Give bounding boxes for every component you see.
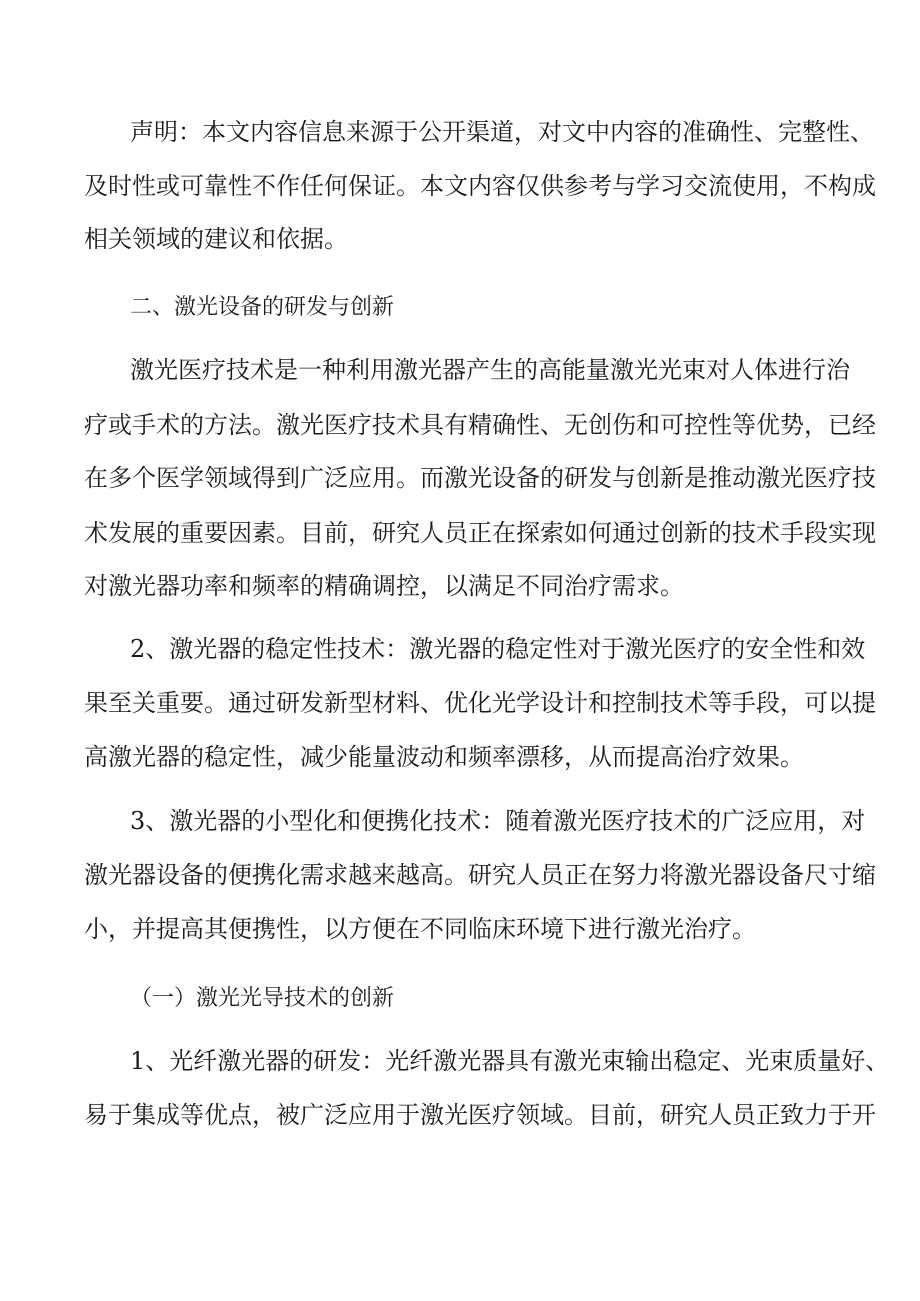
intro-line-2: 疗或手术的方法。激光医疗技术具有精确性、无创伤和可控性等优势，已经 — [84, 411, 876, 439]
item3-line-2: 激光器设备的便携化需求越来越高。研究人员正在努力将激光器设备尺寸缩 — [84, 861, 876, 889]
item1-line-1: 1、光纤激光器的研发：光纤激光器具有激光束输出稳定、光束质量好、 — [130, 1047, 890, 1075]
disclaimer-line-1: 声明：本文内容信息来源于公开渠道，对文中内容的准确性、完整性、 — [130, 118, 874, 146]
disclaimer-line-2: 及时性或可靠性不作任何保证。本文内容仅供参考与学习交流使用，不构成 — [84, 172, 876, 200]
intro-line-3: 在多个医学领域得到广泛应用。而激光设备的研发与创新是推动激光医疗技 — [84, 464, 876, 492]
subsection-heading: （一）激光光导技术的创新 — [130, 986, 395, 1011]
intro-line-1: 激光医疗技术是一种利用激光器产生的高能量激光光束对人体进行治 — [130, 356, 850, 384]
section-heading: 二、激光设备的研发与创新 — [130, 295, 395, 320]
item3-line-1: 3、激光器的小型化和便携化技术：随着激光医疗技术的广泛应用，对 — [130, 807, 866, 835]
item2-line-1: 2、激光器的稳定性技术：激光器的稳定性对于激光医疗的安全性和效 — [130, 635, 866, 663]
item3-line-3: 小，并提高其便携性，以方便在不同临床环境下进行激光治疗。 — [84, 915, 756, 943]
intro-line-4: 术发展的重要因素。目前，研究人员正在探索如何通过创新的技术手段实现 — [84, 519, 876, 547]
item2-line-2: 果至关重要。通过研发新型材料、优化光学设计和控制技术等手段，可以提 — [84, 689, 876, 717]
item2-line-3: 高激光器的稳定性，减少能量波动和频率漂移，从而提高治疗效果。 — [84, 743, 804, 771]
item1-line-2: 易于集成等优点，被广泛应用于激光医疗领域。目前，研究人员正致力于开 — [84, 1101, 876, 1129]
intro-line-5: 对激光器功率和频率的精确调控，以满足不同治疗需求。 — [84, 572, 684, 600]
disclaimer-line-3: 相关领域的建议和依据。 — [84, 225, 348, 253]
